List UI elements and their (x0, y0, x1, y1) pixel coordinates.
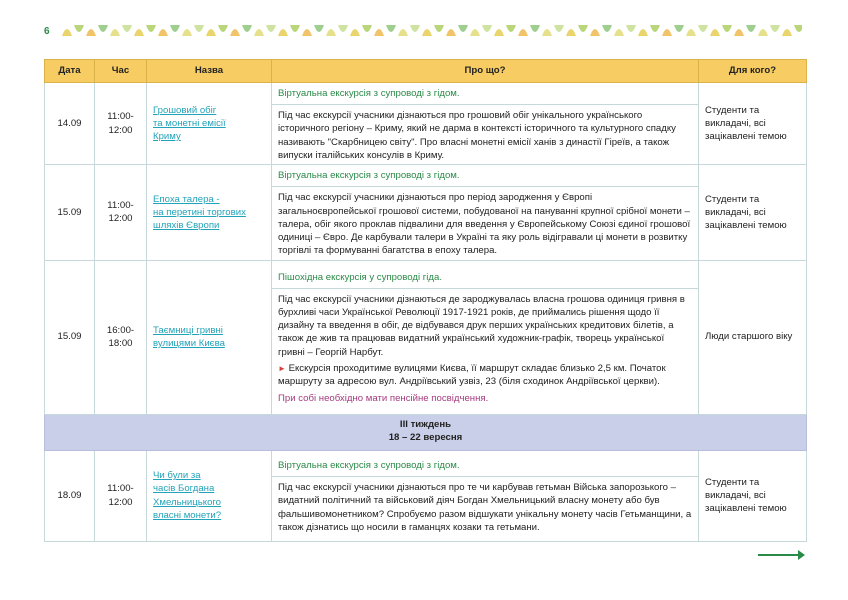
leaf-shape (170, 25, 180, 32)
event-about (272, 83, 699, 165)
leaf-shape (314, 25, 324, 32)
event-description: Під час екскурсії учасники дізнаються про період зародження у Європі загальноєвропейської грошової системи, побудованої на пануванні крупної срібної монети – талера, обіг якого проклав підвалини для введення у Європейському Союзі єдиної грошової одиниці – Євро. Де карбували талери в Україні та яку роль відігравали ці монети в розвитку торгівлі та формуванні багатства в епоху талера. (278, 192, 691, 257)
leaf-shape (746, 25, 756, 32)
leaf-shape (386, 25, 396, 32)
event-format: Віртуальна екскурсія з супроводі з гідом. (272, 457, 698, 477)
leaf-shape (410, 25, 420, 32)
leaf-shape (74, 25, 84, 32)
table-row (45, 260, 807, 414)
leaf-shape (626, 25, 636, 32)
leaf-shape (98, 25, 108, 32)
leaf-shape (674, 25, 684, 32)
event-time: 11:00- 12:00 (95, 165, 147, 260)
week-dates: 18 – 22 вересня (388, 432, 463, 444)
leaf-shape (230, 29, 240, 36)
leaf-shape (494, 29, 504, 36)
leaf-shape (758, 29, 768, 36)
leaf-shape (566, 29, 576, 36)
leaf-shape (110, 29, 120, 36)
leaf-shape (530, 25, 540, 32)
event-format: Пішохідна екскурсія у супроводі гіда. (272, 269, 698, 289)
leaf-shape (590, 29, 600, 36)
leaf-shape (362, 25, 372, 32)
leaf-shape (734, 29, 744, 36)
leaf-shape (290, 25, 300, 32)
leaf-shape (686, 29, 696, 36)
leaf-shape (482, 25, 492, 32)
event-time: 16:00- 18:00 (95, 260, 147, 414)
leaf-shape (62, 29, 72, 36)
event-description: Під час екскурсії учасники дізнаються де зароджувалась власна грошова одиниця гривня в бурхливі часи Української Революції 1917-1921 років, де приймались рішення щодо її дизайну та введення в обіг, де відбувався друк перших українських кредитових білетів, а також де жив та працював видатний український художник-графік, творець української гривні – Георгій Нарбут. (278, 293, 685, 358)
leaf-shape (446, 29, 456, 36)
route-note: ► Екскурсія проходитиме вулицями Києва, її маршрут складає близько 2,5 км. Початок маршруту за адресою вул. Андріївський узвіз, 23 (біля сходинок Андріївської церкви). (278, 362, 666, 388)
leaf-shape (602, 25, 612, 32)
leaf-shape (242, 25, 252, 32)
leaf-shape (326, 29, 336, 36)
leaf-shape (398, 29, 408, 36)
event-time: 11:00- 12:00 (95, 450, 147, 541)
table-row (45, 450, 807, 541)
leaf-shape (506, 25, 516, 32)
leaf-shape (470, 29, 480, 36)
event-date: 15.09 (45, 165, 95, 260)
leaf-shape (374, 29, 384, 36)
events-table (44, 59, 807, 542)
event-audience: Студенти та викладачі, всі зацікавлені темою (699, 165, 807, 260)
week-title: III тиждень (399, 419, 452, 431)
leaf-shape (614, 29, 624, 36)
leaf-shape (782, 29, 792, 36)
leaf-shape (266, 25, 276, 32)
leaf-shape (350, 29, 360, 36)
leaf-shape (434, 25, 444, 32)
leaf-shape (278, 29, 288, 36)
leaf-shape (302, 29, 312, 36)
warning-note: При собі необхідно мати пенсійне посвідчення. (278, 393, 489, 405)
event-date: 18.09 (45, 450, 95, 541)
event-audience: Студенти та викладачі, всі зацікавлені темою (699, 450, 807, 541)
table-row (45, 165, 807, 260)
leaf-shape (146, 25, 156, 32)
table-header-row (45, 60, 807, 83)
header-about: Про що? (272, 60, 699, 83)
event-about (272, 165, 699, 260)
leaf-shape (254, 29, 264, 36)
leaf-shape (722, 25, 732, 32)
event-time: 11:00- 12:00 (95, 83, 147, 165)
header-audience: Для кого? (699, 60, 807, 83)
leaf-shape (458, 25, 468, 32)
leaf-shape (662, 29, 672, 36)
leaf-shape (206, 29, 216, 36)
header-time: Час (95, 60, 147, 83)
event-format: Віртуальна екскурсія з супроводі з гідом. (272, 167, 698, 187)
arrow-right-icon[interactable] (758, 549, 806, 561)
leaf-shape (158, 29, 168, 36)
leaf-shape (698, 25, 708, 32)
triangle-bullet-icon: ► (278, 363, 286, 373)
leaf-shape (194, 25, 204, 32)
leaf-shape (122, 25, 132, 32)
event-title-link[interactable]: Таємниці гривні вулицями Києва (147, 260, 272, 414)
event-description: Під час екскурсії учасники дізнаються про те чи карбував гетьман Війська запорозького – видатний політичний та військовий діяч Богдан Хмельницький власну монету або був фальшивомонетником? Спробуємо разом відшукати унікальну монету часів Гетьманщини, а також дізнатись що носили в гаманцях козаки та гетьмани. (278, 482, 692, 533)
week-separator (45, 414, 807, 450)
leaf-shape (710, 29, 720, 36)
leaf-shape (182, 29, 192, 36)
leaf-shape (554, 25, 564, 32)
leaf-shape (422, 29, 432, 36)
table-row (45, 83, 807, 165)
leaf-shape (518, 29, 528, 36)
event-date: 15.09 (45, 260, 95, 414)
event-date: 14.09 (45, 83, 95, 165)
leaf-shape (794, 25, 802, 32)
event-about (272, 260, 699, 414)
event-audience: Студенти та викладачі, всі зацікавлені темою (699, 83, 807, 165)
event-audience: Люди старшого віку (699, 260, 807, 414)
leaf-shape (86, 29, 96, 36)
leaf-shape (134, 29, 144, 36)
leaf-shape (650, 25, 660, 32)
event-about (272, 450, 699, 541)
event-title-link[interactable]: Епоха талера - на перетині торгових шляхів Європи (147, 165, 272, 260)
leaf-shape (218, 25, 228, 32)
leaf-shape (338, 25, 348, 32)
leaf-pattern-decoration (60, 22, 802, 40)
event-title-link[interactable]: Чи були за часів Богдана Хмельницького власні монети? (147, 450, 272, 541)
leaf-shape (542, 29, 552, 36)
page-number: 6 (44, 26, 50, 37)
leaf-shape (578, 25, 588, 32)
event-title-link[interactable]: Грошовий обіг та монетні емісії Криму (147, 83, 272, 165)
event-format: Віртуальна екскурсія з супроводі з гідом. (272, 85, 698, 105)
leaf-shape (638, 29, 648, 36)
event-description: Під час екскурсії учасники дізнаються про грошовий обіг унікального українського історичного регіону – Криму, який не дарма в контексті історичного та культурного спадку називають "Скарбницею світу". Про власні монетні емісії ханів з династії Гіреїв, а також випуски італійських консулів в Криму. (278, 110, 676, 161)
header-date: Дата (45, 60, 95, 83)
leaf-shape (770, 25, 780, 32)
header-name: Назва (147, 60, 272, 83)
